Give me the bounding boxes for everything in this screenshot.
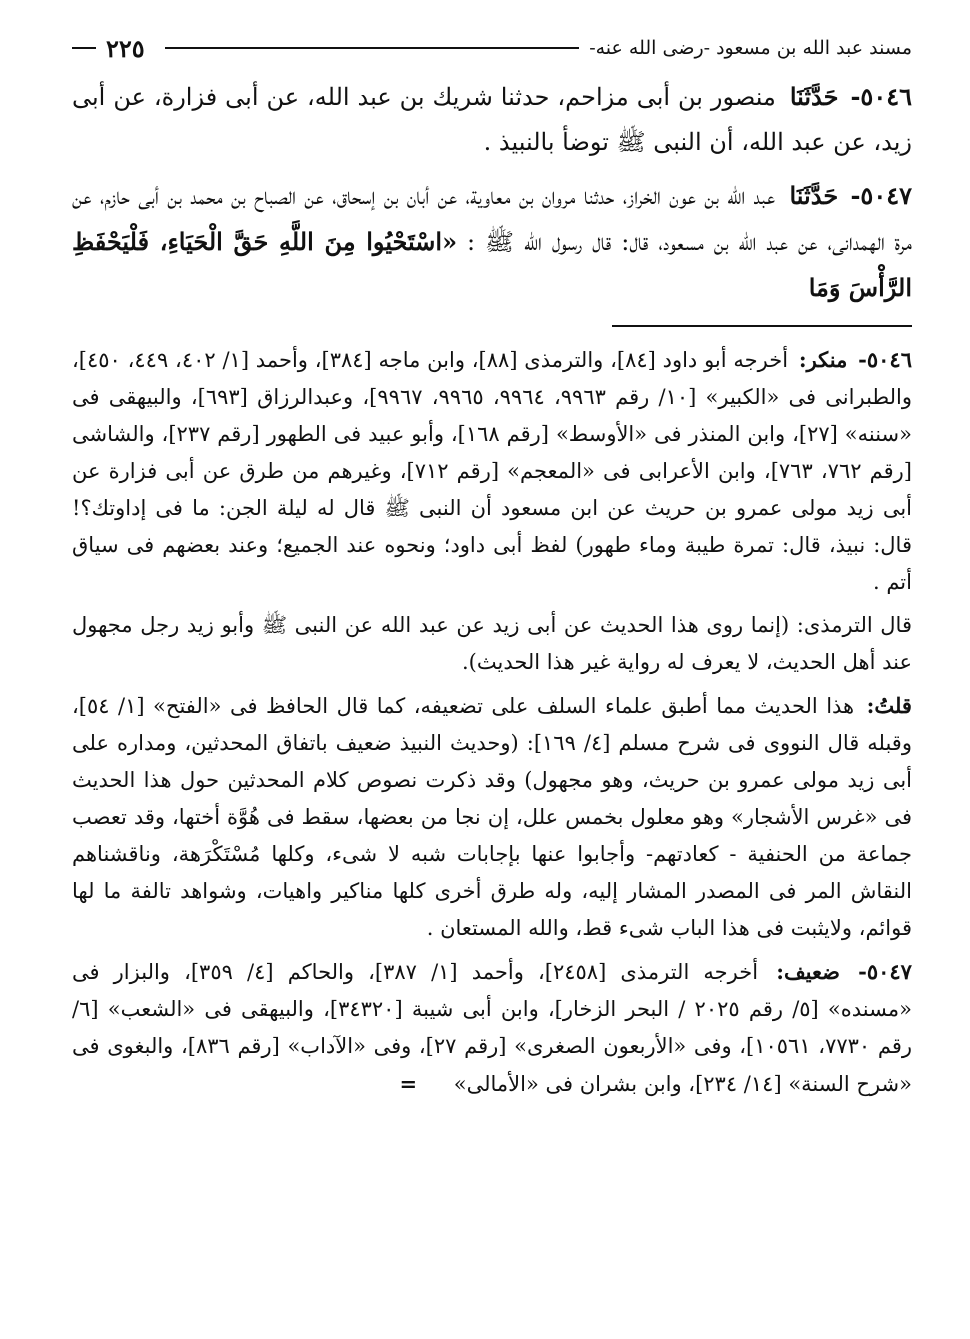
- main-text: [72, 74, 912, 311]
- footnote-text: أخرجه أبو داود [٨٤]، والترمذى [٨٨]، وابن ماجه [٣٨٤]، وأحمد [١/ ٤٠٢، ٤٤٩، ٤٥٠]، والطبرانى فى «الكبير» [١٠/ رقم ٩٩٦٣، ٩٩٦٤، ٩٩٦٥، ٩٩٦٧]، وعبدالرزاق [٦٩٣]، والبيهقى فى «سننه» [٢٧]، وابن المنذر فى «الأوسط» [رقم ١٦٨]، وأبو عبيد فى الطهور [رقم ٢٣٧]، والشاشى [رقم ٧٦٢، ٧٦٣]، وابن الأعرابى فى «المعجم» [رقم ٧١٢]، وغيرهم من طرق عن أبى فزارة عن أبى زيد مولى عمرو بن حريث عن ابن مسعود أن النبى ﷺ قال له ليلة الجن: ما فى إداوتك؟! قال: نبيذ، قال: تمرة طيبة وماء طهور) لفظ أبى داود؛ ونحوه عند الجميع؛ وعند بعضهم فى سياق أتم .: [72, 348, 913, 594]
- footnote-number: ٥٠٤٦-: [858, 347, 912, 372]
- prophet-quote: «اسْتَحْيُوا مِنَ اللَّهِ حَقَّ الْحَيَاءِ، فَلْيَحْفَظِ الرَّأْسَ وَمَا: [72, 227, 912, 302]
- footnote-paragraph: [72, 687, 912, 947]
- footnotes: [72, 341, 912, 1103]
- book-title: مسند عبد الله بن مسعود -رضى الله عنه-: [589, 37, 912, 59]
- continuation-mark: =: [399, 1071, 418, 1096]
- hadith-text: عبد الله بن عون الخراز، حدثنا مروان بن معاوية، عن أبان بن إسحاق، عن الصباح بن محمد بن أبى حازم، عن مرة الهمدانى، عن عبد الله بن مسعود، قال: قال رسول الله ﷺ :: [72, 182, 913, 256]
- hadith-5046: [72, 74, 912, 165]
- hadith-number: ٥٠٤٧-: [850, 181, 912, 210]
- book-page: [72, 28, 912, 1318]
- hadith-opening: حَدَّثَنَا: [789, 181, 839, 210]
- footnote-text: أخرجه الترمذى [٢٤٥٨]، وأحمد [١/ ٣٨٧]، والحاكم [٤/ ٣٥٩]، والبزار فى «مسنده» [٥/ رقم ٢٠٢٥ / البحر الزخار]، وابن أبى شيبة [٣٤٣٢٠]، والبيهقى فى «الشعب» [٦/ رقم ٧٧٣٠، ١٠٥٦١]، وفى «الأربعون الصغرى» [رقم ٢٧]، وفى «الآداب» [رقم ٨٣٦]، والبغوى فى «شرح السنة» [١٤/ ٢٣٤]، وابن بشران فى «الأمالى»: [72, 960, 912, 1096]
- footnote-paragraph: [72, 341, 912, 601]
- footnote-5047: [72, 953, 912, 1103]
- footnote-number: ٥٠٤٧-: [858, 959, 912, 984]
- qultu-label: قلتُ:: [866, 693, 912, 718]
- footnote-text: قال الترمذى: (إنما روى هذا الحديث عن أبى زيد عن عبد الله عن النبى ﷺ وأبو زيد رجل مجهول عند أهل الحديث، لا يعرف له رواية غير هذا الحديث).: [72, 613, 912, 674]
- header-end-dash: [72, 47, 96, 49]
- footnote-text: هذا الحديث مما أطبق علماء السلف على تضعيفه، كما قال الحافظ فى «الفتح» [١/ ٥٤]، وقبله قال النووى فى شرح مسلم [٤/ ١٦٩]: (وحديث النبيذ ضعيف باتفاق المحدثين، ومداره على أبى زيد مولى عمرو بن حريث، وهو مجهول) وقد ذكرت نصوص كلام المحدثين حول هذا الحديث فى «غرس الأشجار» وهو معلول بخمس علل، إن نجا من بعضها، سقط فى هُوَّة أختها، وقد تعصب جماعة من الحنفية - كعادتهم- وأجابوا عنها بإجابات شبه لا شىء، وكلها مُسْتَكْرَهة، وناقشناهم النقاش المر فى المصدر المشار إليه، وله طرق أخرى كلها مناكير واهيات، وشواهد تالفة ما لها قوائم، ولايثبت فى هذا الباب شىء قط، والله المستعان .: [72, 694, 912, 940]
- footnote-grade: ضعيف:: [776, 959, 840, 984]
- hadith-number: ٥٠٤٦-: [850, 82, 912, 111]
- hadith-5047: [72, 173, 912, 311]
- header-rule: [165, 47, 580, 49]
- footnote-paragraph: [72, 607, 912, 681]
- page-number: ٢٢٥: [106, 33, 145, 63]
- footnote-separator: [612, 325, 912, 327]
- footnote-paragraph: [72, 953, 912, 1103]
- hadith-text: منصور بن أبى مزاحم، حدثنا شريك بن عبد الله، عن أبى فزارة، عن أبى زيد، عن عبد الله، أن النبى ﷺ توضأ بالنبيذ .: [72, 83, 912, 156]
- hadith-opening: حَدَّثَنَا: [789, 82, 839, 111]
- running-header: [72, 28, 912, 68]
- footnote-5046: [72, 341, 912, 947]
- footnote-grade: منكر:: [798, 347, 848, 372]
